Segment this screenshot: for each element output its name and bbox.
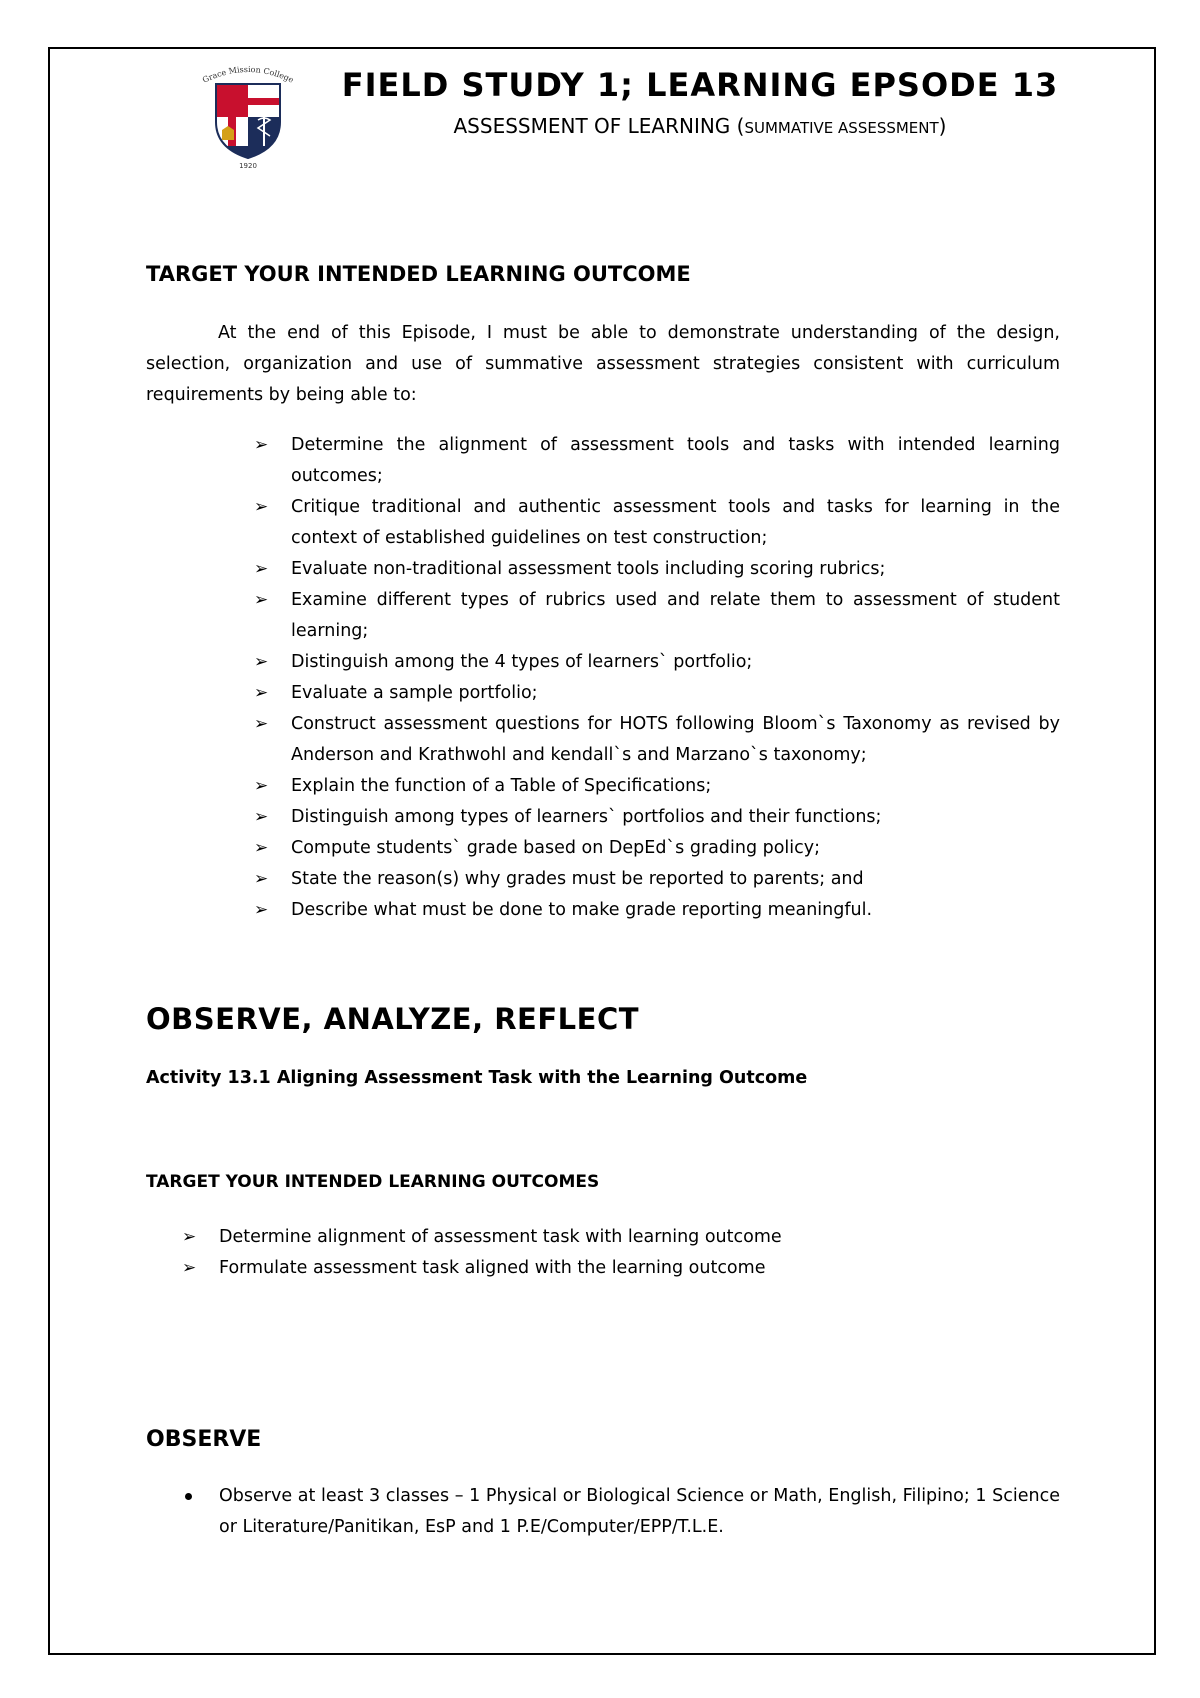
list-item-text: Formulate assessment task aligned with the learning outcome bbox=[219, 1258, 766, 1278]
list-item-text: Explain the function of a Table of Specifications; bbox=[291, 776, 712, 796]
list-item-text: Compute students` grade based on DepEd`s grading policy; bbox=[291, 838, 821, 858]
list-item-text: Distinguish among types of learners` portfolios and their functions; bbox=[291, 807, 882, 827]
document-title: FIELD STUDY 1; LEARNING EPSODE 13 bbox=[341, 66, 1059, 104]
intended-outcomes2-heading: TARGET YOUR INTENDED LEARNING OUTCOMES bbox=[146, 1172, 600, 1192]
arrow-bullet-icon: ➢ bbox=[254, 714, 269, 734]
oar-heading: OBSERVE, ANALYZE, REFLECT bbox=[146, 1002, 640, 1036]
list-item-text: State the reason(s) why grades must be reported to parents; and bbox=[291, 869, 864, 889]
list-item bbox=[254, 864, 1060, 895]
list-item bbox=[254, 678, 1060, 709]
document-subtitle bbox=[300, 114, 1100, 138]
subtitle-small: SUMMATIVE ASSESSMENT bbox=[744, 119, 939, 137]
subtitle-close: ) bbox=[938, 114, 947, 138]
list-item bbox=[254, 802, 1060, 833]
list-item bbox=[254, 430, 1060, 492]
arrow-bullet-icon: ➢ bbox=[254, 590, 269, 610]
list-item-text: Construct assessment questions for HOTS following Bloom`s Taxonomy as revised by Anderson and Krathwohl and kendall`s and Marzano`s taxonomy; bbox=[291, 714, 1060, 765]
list-item bbox=[254, 709, 1060, 771]
arrow-bullet-icon: ➢ bbox=[182, 1227, 197, 1247]
list-item bbox=[254, 492, 1060, 554]
activity-title: Activity 13.1 Aligning Assessment Task with the Learning Outcome bbox=[146, 1068, 808, 1088]
list-item-text: Evaluate a sample portfolio; bbox=[291, 683, 538, 703]
college-seal-logo bbox=[198, 60, 298, 170]
arrow-bullet-icon: ➢ bbox=[254, 869, 269, 889]
arrow-bullet-icon: ➢ bbox=[254, 807, 269, 827]
list-item bbox=[254, 554, 1060, 585]
seal-arc-text: Grace Mission College bbox=[201, 64, 296, 85]
outcome-list-2 bbox=[182, 1222, 1062, 1284]
arrow-bullet-icon: ➢ bbox=[254, 435, 269, 455]
arrow-bullet-icon: ➢ bbox=[254, 900, 269, 920]
svg-text:Grace Mission College bbox=[201, 65, 295, 85]
arrow-bullet-icon: ➢ bbox=[254, 652, 269, 672]
intro-text: At the end of this Episode, I must be able to demonstrate understanding of the design, selection, organization and use of summative assessment strategies consistent with curriculum requirements by being able to: bbox=[146, 323, 1060, 405]
list-item bbox=[182, 1481, 1060, 1543]
list-item-text: Observe at least 3 classes – 1 Physical or Biological Science or Math, English, Filipino; 1 Science or Literature/Panitikan, EsP and 1 P.E/Computer/EPP/T.L.E. bbox=[219, 1486, 1060, 1537]
list-item-text: Determine alignment of assessment task with learning outcome bbox=[219, 1227, 782, 1247]
list-item-text: Distinguish among the 4 types of learners` portfolio; bbox=[291, 652, 753, 672]
list-item bbox=[182, 1253, 1062, 1284]
list-item bbox=[182, 1222, 1062, 1253]
list-item-text: Determine the alignment of assessment tools and tasks with intended learning outcomes; bbox=[291, 435, 1060, 486]
arrow-bullet-icon: ➢ bbox=[182, 1258, 197, 1278]
list-item bbox=[254, 771, 1060, 802]
arrow-bullet-icon: ➢ bbox=[254, 838, 269, 858]
list-item bbox=[254, 833, 1060, 864]
list-item-text: Evaluate non-traditional assessment tools including scoring rubrics; bbox=[291, 559, 886, 579]
list-item bbox=[254, 585, 1060, 647]
list-item-text: Critique traditional and authentic assessment tools and tasks for learning in the context of established guidelines on test construction; bbox=[291, 497, 1060, 548]
seal-year: 1920 bbox=[239, 162, 257, 170]
subtitle-main: ASSESSMENT OF LEARNING ( bbox=[453, 114, 745, 138]
intro-paragraph bbox=[146, 318, 1060, 411]
observe-heading: OBSERVE bbox=[146, 1427, 262, 1452]
bullet-dot-icon bbox=[185, 1493, 192, 1500]
arrow-bullet-icon: ➢ bbox=[254, 559, 269, 579]
list-item-text: Examine different types of rubrics used and relate them to assessment of student learning; bbox=[291, 590, 1060, 641]
list-item-text: Describe what must be done to make grade reporting meaningful. bbox=[291, 900, 873, 920]
observe-list bbox=[182, 1481, 1060, 1543]
intended-outcome-heading: TARGET YOUR INTENDED LEARNING OUTCOME bbox=[146, 262, 691, 286]
list-item bbox=[254, 895, 1060, 926]
list-item bbox=[254, 647, 1060, 678]
arrow-bullet-icon: ➢ bbox=[254, 497, 269, 517]
arrow-bullet-icon: ➢ bbox=[254, 683, 269, 703]
arrow-bullet-icon: ➢ bbox=[254, 776, 269, 796]
outcome-list bbox=[254, 430, 1060, 926]
